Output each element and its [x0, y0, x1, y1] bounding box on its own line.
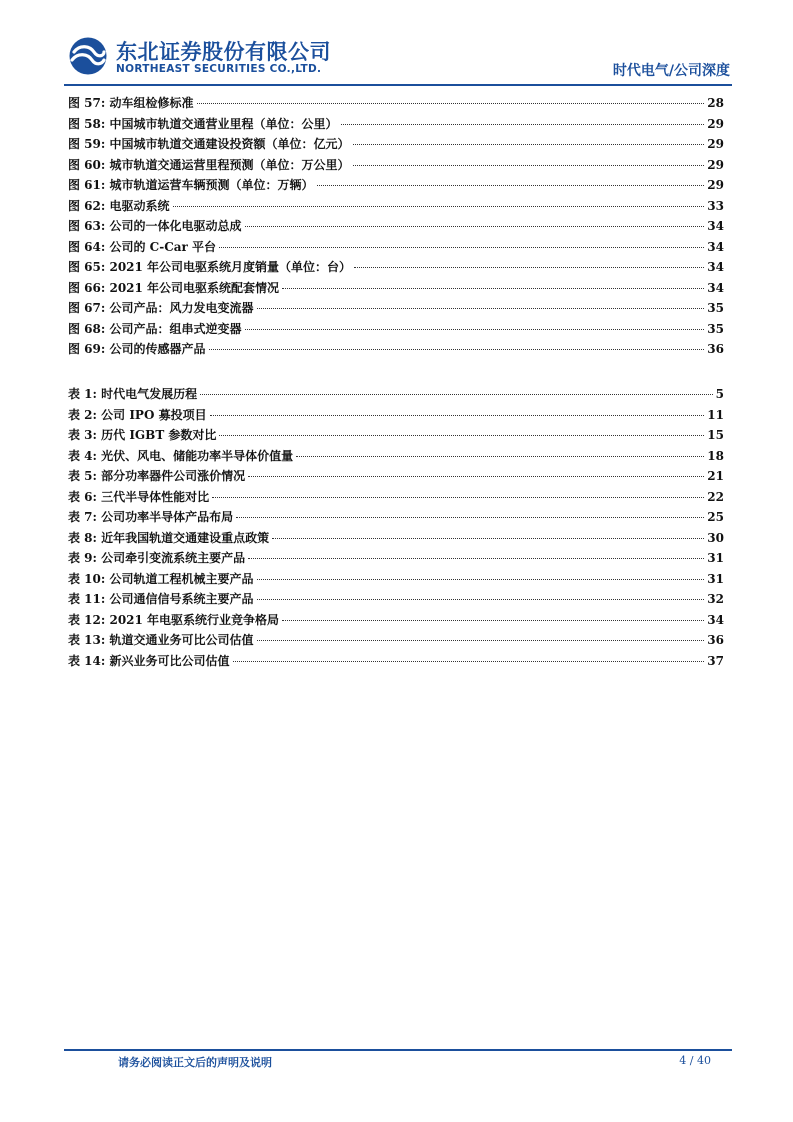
table-entry-label: 表 9: 公司牵引变流系统主要产品: [68, 551, 246, 565]
figure-entry-label: 图 59: 中国城市轨道交通建设投资额（单位：亿元）: [68, 137, 350, 151]
figure-entry-page: 35: [707, 301, 724, 315]
table-entry[interactable]: [68, 652, 724, 673]
dot-leader: [257, 579, 705, 580]
figure-entry-label: 图 68: 公司产品：组串式逆变器: [68, 321, 242, 336]
footer-divider: [64, 1049, 732, 1051]
table-entry-label: 表 6: 三代半导体性能对比: [68, 489, 210, 504]
table-entry-label: 表 11: 公司通信信号系统主要产品: [68, 592, 254, 606]
figure-entry[interactable]: [68, 279, 724, 300]
table-entry-label: 表 5: 部分功率器件公司涨价情况: [68, 469, 246, 483]
table-entry[interactable]: [68, 590, 724, 611]
dot-leader: [209, 349, 705, 350]
table-entry-label: 表 3: 历代 IGBT 参数对比: [68, 428, 217, 442]
dot-leader: [272, 538, 704, 539]
dot-leader: [354, 267, 704, 268]
table-entry-page: 11: [707, 407, 724, 422]
dot-leader: [245, 329, 705, 330]
table-entry-page: 37: [707, 653, 724, 668]
figure-entry-page: 29: [707, 157, 724, 172]
figure-entry[interactable]: [68, 258, 724, 279]
figure-entry[interactable]: [68, 320, 724, 341]
table-entry-label: 表 13: 轨道交通业务可比公司估值: [68, 633, 254, 647]
dot-leader: [248, 558, 704, 559]
figure-entry[interactable]: [68, 115, 724, 136]
figure-entry-label: 图 64: 公司的 C-Car 平台: [68, 239, 217, 254]
figure-entry-page: 36: [707, 342, 724, 356]
table-entry-label: 表 2: 公司 IPO 募投项目: [68, 407, 207, 422]
table-list: [68, 385, 724, 672]
figure-entry-label: 图 69: 公司的传感器产品: [68, 342, 206, 356]
figure-entry-page: 34: [707, 260, 724, 274]
dot-leader: [257, 599, 705, 600]
figure-entry-label: 图 58: 中国城市轨道交通营业里程（单位：公里）: [68, 116, 338, 131]
figure-entry-page: 29: [707, 137, 724, 151]
table-entry[interactable]: [68, 631, 724, 652]
figure-entry[interactable]: [68, 94, 724, 115]
dot-leader: [236, 517, 704, 518]
figure-entry-page: 29: [707, 178, 724, 192]
figure-entry[interactable]: [68, 197, 724, 218]
dot-leader: [282, 288, 704, 289]
figure-entry-label: 图 66: 2021 年公司电驱系统配套情况: [68, 280, 280, 295]
figure-list: [68, 94, 724, 361]
table-entry[interactable]: [68, 488, 724, 509]
figure-entry-page: 34: [707, 280, 724, 295]
dot-leader: [210, 415, 705, 416]
page-header: [64, 34, 732, 82]
dot-leader: [248, 476, 704, 477]
table-entry-page: 5: [715, 387, 724, 401]
figure-entry-label: 图 61: 城市轨道运营车辆预测（单位：万辆）: [68, 178, 314, 192]
figure-entry-page: 33: [707, 198, 724, 213]
table-entry-label: 表 10: 公司轨道工程机械主要产品: [68, 571, 254, 586]
figure-entry[interactable]: [68, 299, 724, 320]
table-entry-label: 表 1: 时代电气发展历程: [68, 387, 198, 401]
table-entry-page: 22: [707, 489, 724, 504]
table-entry-label: 表 14: 新兴业务可比公司估值: [68, 653, 230, 668]
table-entry[interactable]: [68, 529, 724, 550]
figure-entry[interactable]: [68, 238, 724, 259]
company-name-en: NORTHEAST SECURITIES CO.,LTD.: [116, 63, 322, 75]
figure-entry[interactable]: [68, 135, 724, 156]
figure-entry[interactable]: [68, 217, 724, 238]
table-entry-page: 25: [707, 510, 724, 524]
report-type: 时代电气/公司深度: [612, 63, 730, 79]
page-number: 4 / 40: [679, 1054, 711, 1067]
table-entry[interactable]: [68, 611, 724, 632]
table-entry[interactable]: [68, 508, 724, 529]
dot-leader: [173, 206, 705, 207]
table-entry-page: 36: [707, 633, 724, 647]
table-entry-page: 34: [707, 612, 724, 627]
figure-entry-page: 35: [707, 321, 724, 336]
dot-leader: [257, 308, 705, 309]
table-entry-page: 30: [707, 530, 724, 545]
figure-entry-page: 29: [707, 116, 724, 131]
table-entry-label: 表 12: 2021 年电驱系统行业竞争格局: [68, 612, 280, 627]
figure-entry-page: 34: [707, 239, 724, 254]
table-entry[interactable]: [68, 570, 724, 591]
dot-leader: [219, 247, 704, 248]
dot-leader: [257, 640, 705, 641]
table-entry-page: 31: [707, 551, 724, 565]
table-entry-page: 18: [707, 448, 724, 463]
figure-entry[interactable]: [68, 156, 724, 177]
dot-leader: [212, 497, 704, 498]
figure-entry-page: 28: [707, 96, 724, 110]
table-entry-label: 表 7: 公司功率半导体产品布局: [68, 510, 234, 524]
figure-entry-label: 图 57: 动车组检修标准: [68, 96, 194, 110]
dot-leader: [200, 394, 713, 395]
table-entry[interactable]: [68, 549, 724, 570]
company-name-cn: 东北证券股份有限公司: [116, 40, 331, 64]
table-entry[interactable]: [68, 467, 724, 488]
figure-entry[interactable]: [68, 340, 724, 361]
table-entry-page: 15: [707, 428, 724, 442]
figure-entry[interactable]: [68, 176, 724, 197]
dot-leader: [353, 165, 705, 166]
header-divider: [64, 84, 732, 86]
figure-entry-label: 图 65: 2021 年公司电驱系统月度销量（单位：台）: [68, 260, 352, 274]
dot-leader: [341, 124, 705, 125]
dot-leader: [317, 185, 705, 186]
dot-leader: [197, 103, 705, 104]
figure-entry-label: 图 60: 城市轨道交通运营里程预测（单位：万公里）: [68, 157, 350, 172]
table-entry-page: 21: [707, 469, 724, 483]
footer-disclaimer: 请务必阅读正文后的声明及说明: [118, 1056, 272, 1069]
table-entry[interactable]: [68, 406, 724, 427]
table-entry[interactable]: [68, 385, 724, 406]
dot-leader: [353, 144, 705, 145]
dot-leader: [296, 456, 704, 457]
dot-leader: [233, 661, 705, 662]
figure-entry-label: 图 63: 公司的一体化电驱动总成: [68, 219, 242, 233]
figure-entry-label: 图 67: 公司产品：风力发电变流器: [68, 301, 254, 315]
table-entry[interactable]: [68, 447, 724, 468]
company-logo-icon: [68, 36, 108, 76]
table-entry-label: 表 8: 近年我国轨道交通建设重点政策: [68, 530, 270, 545]
dot-leader: [282, 620, 704, 621]
dot-leader: [245, 226, 705, 227]
table-entry-page: 32: [707, 592, 724, 606]
table-entry-label: 表 4: 光伏、风电、储能功率半导体价值量: [68, 448, 294, 463]
figure-entry-label: 图 62: 电驱动系统: [68, 198, 170, 213]
dot-leader: [219, 435, 704, 436]
table-entry-page: 31: [707, 571, 724, 586]
table-entry[interactable]: [68, 426, 724, 447]
figure-entry-page: 34: [707, 219, 724, 233]
